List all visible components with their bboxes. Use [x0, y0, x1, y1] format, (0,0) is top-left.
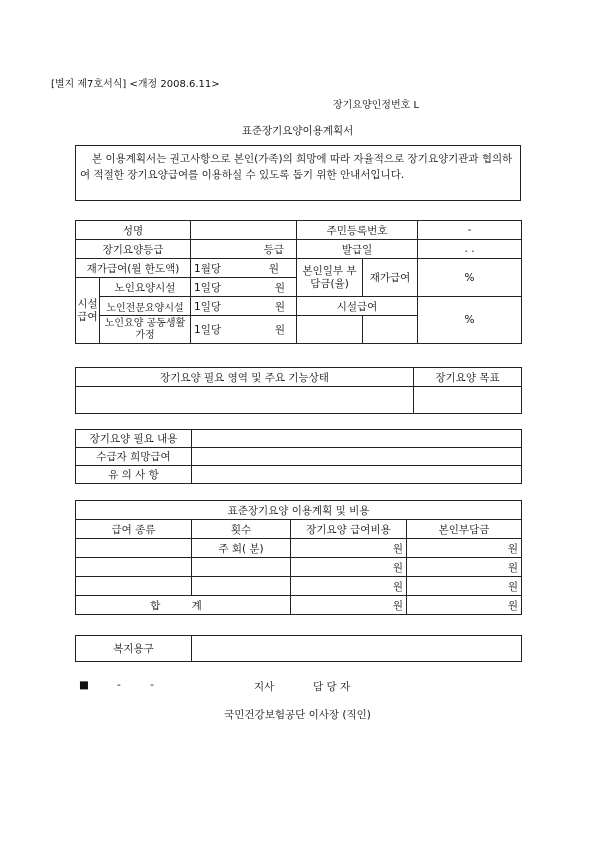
copay-facility-label: 시설급여	[297, 297, 418, 316]
copay-facility-rate-field[interactable]: %	[418, 297, 522, 344]
facility-type-label: 노인요양 공동생활가정	[100, 316, 191, 344]
benefit-type-header: 급여 종류	[76, 520, 192, 539]
total-benefit-cost-field[interactable]: 원	[291, 596, 407, 615]
issue-date-label: 발급일	[297, 240, 418, 259]
care-area-header: 장기요양 필요 영역 및 주요 기능상태	[76, 368, 414, 387]
copay-field[interactable]: 원	[407, 558, 522, 577]
needs-field[interactable]	[192, 430, 522, 448]
total-copay-field[interactable]: 원	[407, 596, 522, 615]
facility-cost-unit: 1일당	[194, 300, 221, 313]
beneficiary-info-table	[75, 220, 522, 344]
care-area-table	[75, 367, 522, 414]
facility-cost-field[interactable]	[191, 316, 297, 344]
branch-label: 지사	[254, 681, 275, 693]
facility-cost-unit: 1일당	[194, 281, 221, 294]
rrn-field[interactable]: -	[418, 221, 522, 240]
benefit-cost-field[interactable]: 원	[291, 539, 407, 558]
copay-home-rate-field[interactable]: %	[418, 259, 522, 297]
intro-box	[75, 145, 521, 201]
benefit-cost-field[interactable]: 원	[291, 577, 407, 596]
name-label: 성명	[76, 221, 191, 240]
facility-cost-field[interactable]	[191, 297, 297, 316]
home-care-limit-field[interactable]	[191, 259, 297, 278]
welfare-equipment-table	[75, 635, 522, 662]
benefit-cost-header: 장기요양 급여비용	[291, 520, 407, 539]
copay-label: 본인일부 부담금(율)	[297, 259, 363, 297]
copay-field[interactable]: 원	[407, 577, 522, 596]
benefit-type-field[interactable]	[76, 558, 192, 577]
facility-care-label: 시설 급여	[76, 278, 100, 344]
home-care-limit-label: 재가급여(월 한도액)	[76, 259, 191, 278]
frequency-field[interactable]: 주 회( 분)	[192, 539, 291, 558]
footer-bullet: ■	[79, 679, 89, 691]
care-goal-header: 장기요양 목표	[414, 368, 522, 387]
frequency-header: 횟수	[192, 520, 291, 539]
benefit-cost-field[interactable]: 원	[291, 558, 407, 577]
document-title: 표준장기요양이용계획서	[241, 125, 354, 137]
manager-label: 담 당 자	[313, 681, 351, 693]
care-area-field[interactable]	[76, 387, 414, 414]
plan-cost-table	[75, 500, 522, 615]
needs-label: 장기요양 필요 내용	[76, 430, 192, 448]
benefit-type-field[interactable]	[76, 577, 192, 596]
form-reference: [별지 제7호서식] <개정 2008.6.11>	[51, 79, 220, 90]
footer-date: - -	[117, 679, 154, 691]
frequency-field[interactable]	[192, 558, 291, 577]
facility-cost-won: 원	[274, 300, 286, 313]
issue-date-field[interactable]: . .	[418, 240, 522, 259]
intro-text: 본 이용계획서는 권고사항으로 본인(가족)의 희망에 따라 자율적으로 장기요양기관과 협의하여 적절한 장기요양급여를 이용하실 수 있도록 돕기 위한 안내서입니다.	[80, 153, 513, 181]
copay-field[interactable]: 원	[407, 539, 522, 558]
home-care-won: 원	[268, 262, 280, 275]
facility-cost-unit: 1일당	[194, 324, 221, 336]
copay-facility-cell[interactable]	[297, 316, 363, 344]
name-field[interactable]	[191, 221, 297, 240]
facility-type-label: 노인전문요양시설	[100, 297, 191, 316]
facility-cost-field[interactable]	[191, 278, 297, 297]
rrn-label: 주민등록번호	[297, 221, 418, 240]
home-care-unit: 1월당	[194, 262, 221, 275]
notes-label: 유 의 사 항	[76, 466, 192, 484]
benefit-type-field[interactable]	[76, 539, 192, 558]
certification-number-label: 장기요양인정번호 L	[333, 100, 420, 111]
desired-benefit-field[interactable]	[192, 448, 522, 466]
desired-benefit-label: 수급자 희망급여	[76, 448, 192, 466]
facility-cost-won: 원	[274, 324, 286, 336]
welfare-equipment-label: 복지용구	[76, 636, 192, 662]
welfare-equipment-field[interactable]	[192, 636, 522, 662]
care-needs-table	[75, 429, 522, 484]
plan-table-title: 표준장기요양 이용계획 및 비용	[76, 501, 522, 520]
copay-header: 본인부담금	[407, 520, 522, 539]
grade-field[interactable]: 등급	[191, 240, 297, 259]
issuer-signature: 국민건강보험공단 이사장 (직인)	[224, 709, 371, 721]
total-label: 합 계	[76, 596, 291, 615]
frequency-field[interactable]	[192, 577, 291, 596]
grade-label: 장기요양등급	[76, 240, 191, 259]
care-goal-field[interactable]	[414, 387, 522, 414]
copay-facility-cell[interactable]	[363, 316, 418, 344]
notes-field[interactable]	[192, 466, 522, 484]
facility-cost-won: 원	[274, 281, 286, 294]
copay-home-label: 재가급여	[363, 259, 418, 297]
facility-type-label: 노인요양시설	[100, 278, 191, 297]
